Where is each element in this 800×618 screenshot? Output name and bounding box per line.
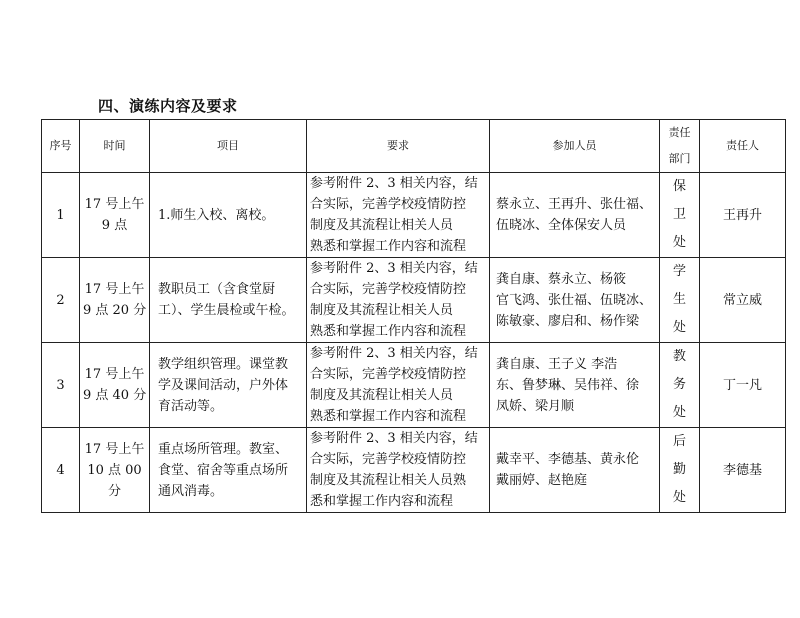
cell-requirement-line: 制度及其流程让相关人员 [310,218,454,233]
cell-participants [490,343,660,428]
cell-participants-line: 伍晓冰、全体保安人员 [496,218,627,233]
cell-requirement [307,428,490,513]
cell-requirement-line: 制度及其流程让相关人员熟 [310,473,467,488]
cell-requirement [307,173,490,258]
table-row [42,343,786,428]
cell-dept-line: 生 [672,292,686,307]
cell-time-line: 17 号上午 [84,441,145,457]
cell-requirement [307,343,490,428]
table-row [42,428,786,513]
cell-requirement-line: 参考附件 2、3 相关内容，结 [310,346,478,361]
table-header-row [42,120,786,173]
cell-time-line: 9 点 40 分 [83,388,147,403]
cell-item-line: 育活动等。 [158,398,224,414]
cell-requirement-line: 参考附件 2、3 相关内容，结 [310,431,478,446]
cell-time-line: 17 号上午 [84,367,145,382]
cell-dept [660,428,700,513]
cell-dept-line: 后 [672,434,686,449]
cell-item-line: 教职员工（含食堂厨 [158,282,276,297]
cell-participants-line: 东、鲁梦琳、吴伟祥、徐 [496,377,640,393]
cell-requirement-line: 熟悉和掌握工作内容和流程 [310,324,467,339]
cell-time-line: 9 点 [101,218,128,233]
cell-participants-line: 戴幸平、李德基、黄永伦 [496,452,640,467]
cell-seq: 3 [42,343,80,428]
cell-requirement-line: 熟悉和掌握工作内容和流程 [310,239,467,254]
cell-requirement-line: 合实际，完善学校疫情防控 [310,197,467,212]
cell-time [80,343,150,428]
header-dept-line2: 部门 [668,152,691,165]
cell-requirement-line: 合实际，完善学校疫情防控 [310,367,467,382]
cell-dept-line: 学 [672,264,686,279]
cell-owner: 常立威 [700,258,786,343]
cell-item-line: 通风消毒。 [158,483,224,499]
header-owner: 责任人 [700,120,786,173]
cell-dept-line: 保 [672,179,686,194]
cell-participants-line: 龚自康、蔡永立、杨筱 [496,271,627,287]
cell-item-line: 1.师生入校、离校。 [158,207,275,223]
cell-requirement-line: 悉和掌握工作内容和流程 [310,494,454,509]
cell-dept-line: 处 [672,235,686,250]
cell-item-line: 学及课间活动，户外体 [158,377,289,393]
cell-item-line: 工）、学生晨检或午检。 [158,303,295,318]
cell-time-line: 17 号上午 [84,197,145,212]
cell-owner: 王再升 [700,173,786,258]
cell-dept-line: 勤 [672,462,686,477]
cell-dept [660,173,700,258]
cell-participants [490,258,660,343]
cell-requirement [307,258,490,343]
cell-dept [660,258,700,343]
table-row [42,258,786,343]
cell-item [150,258,307,343]
cell-owner: 李德基 [700,428,786,513]
cell-owner: 丁一凡 [700,343,786,428]
cell-participants-line: 龚自康、王子义 李浩 [496,356,618,372]
cell-time-line: 分 [107,483,121,499]
cell-time-line: 10 点 00 [87,462,142,478]
cell-item-line: 食堂、宿舍等重点场所 [158,462,289,478]
cell-time-line: 17 号上午 [84,282,145,297]
cell-item [150,173,307,258]
cell-dept-line: 处 [672,405,686,420]
cell-item-line: 教学组织管理。课堂教 [158,356,289,372]
header-dept [660,120,700,173]
cell-time [80,173,150,258]
cell-item-line: 重点场所管理。教室、 [158,441,289,457]
cell-time [80,428,150,513]
cell-requirement-line: 制度及其流程让相关人员 [310,303,454,318]
cell-dept-line: 处 [672,490,686,505]
cell-dept-line: 教 [672,349,686,364]
header-participants: 参加人员 [490,120,660,173]
cell-dept-line: 务 [672,377,686,392]
cell-item [150,428,307,513]
cell-requirement-line: 参考附件 2、3 相关内容，结 [310,261,478,276]
table-body [42,173,786,513]
cell-participants-line: 戴丽婷、赵艳庭 [496,473,588,488]
cell-dept-line: 处 [672,320,686,335]
table-row [42,173,786,258]
cell-item [150,343,307,428]
cell-time-line: 9 点 20 分 [83,303,147,318]
cell-dept-line: 卫 [672,207,686,222]
header-requirement: 要求 [307,120,490,173]
cell-requirement-line: 参考附件 2、3 相关内容，结 [310,176,478,191]
header-item: 项目 [150,120,307,173]
cell-dept [660,343,700,428]
cell-time [80,258,150,343]
header-dept-line1: 责任 [668,126,691,139]
cell-participants [490,173,660,258]
cell-requirement-line: 制度及其流程让相关人员 [310,388,454,403]
cell-participants-line: 陈敏豪、廖启和、杨作梁 [496,313,640,329]
header-time: 时间 [80,120,150,173]
cell-requirement-line: 熟悉和掌握工作内容和流程 [310,409,467,424]
section-heading: 四、演练内容及要求 [98,97,238,115]
cell-participants-line: 官飞鸿、张仕福、伍晓冰、 [496,292,653,308]
cell-participants [490,428,660,513]
drill-content-table [41,119,786,513]
cell-participants-line: 蔡永立、王再升、张仕福、 [496,197,653,212]
cell-requirement-line: 合实际，完善学校疫情防控 [310,282,467,297]
cell-requirement-line: 合实际，完善学校疫情防控 [310,452,467,467]
cell-seq: 1 [42,173,80,258]
header-seq: 序号 [42,120,80,173]
cell-participants-line: 凤娇、梁月顺 [496,398,575,414]
cell-seq: 4 [42,428,80,513]
cell-seq: 2 [42,258,80,343]
